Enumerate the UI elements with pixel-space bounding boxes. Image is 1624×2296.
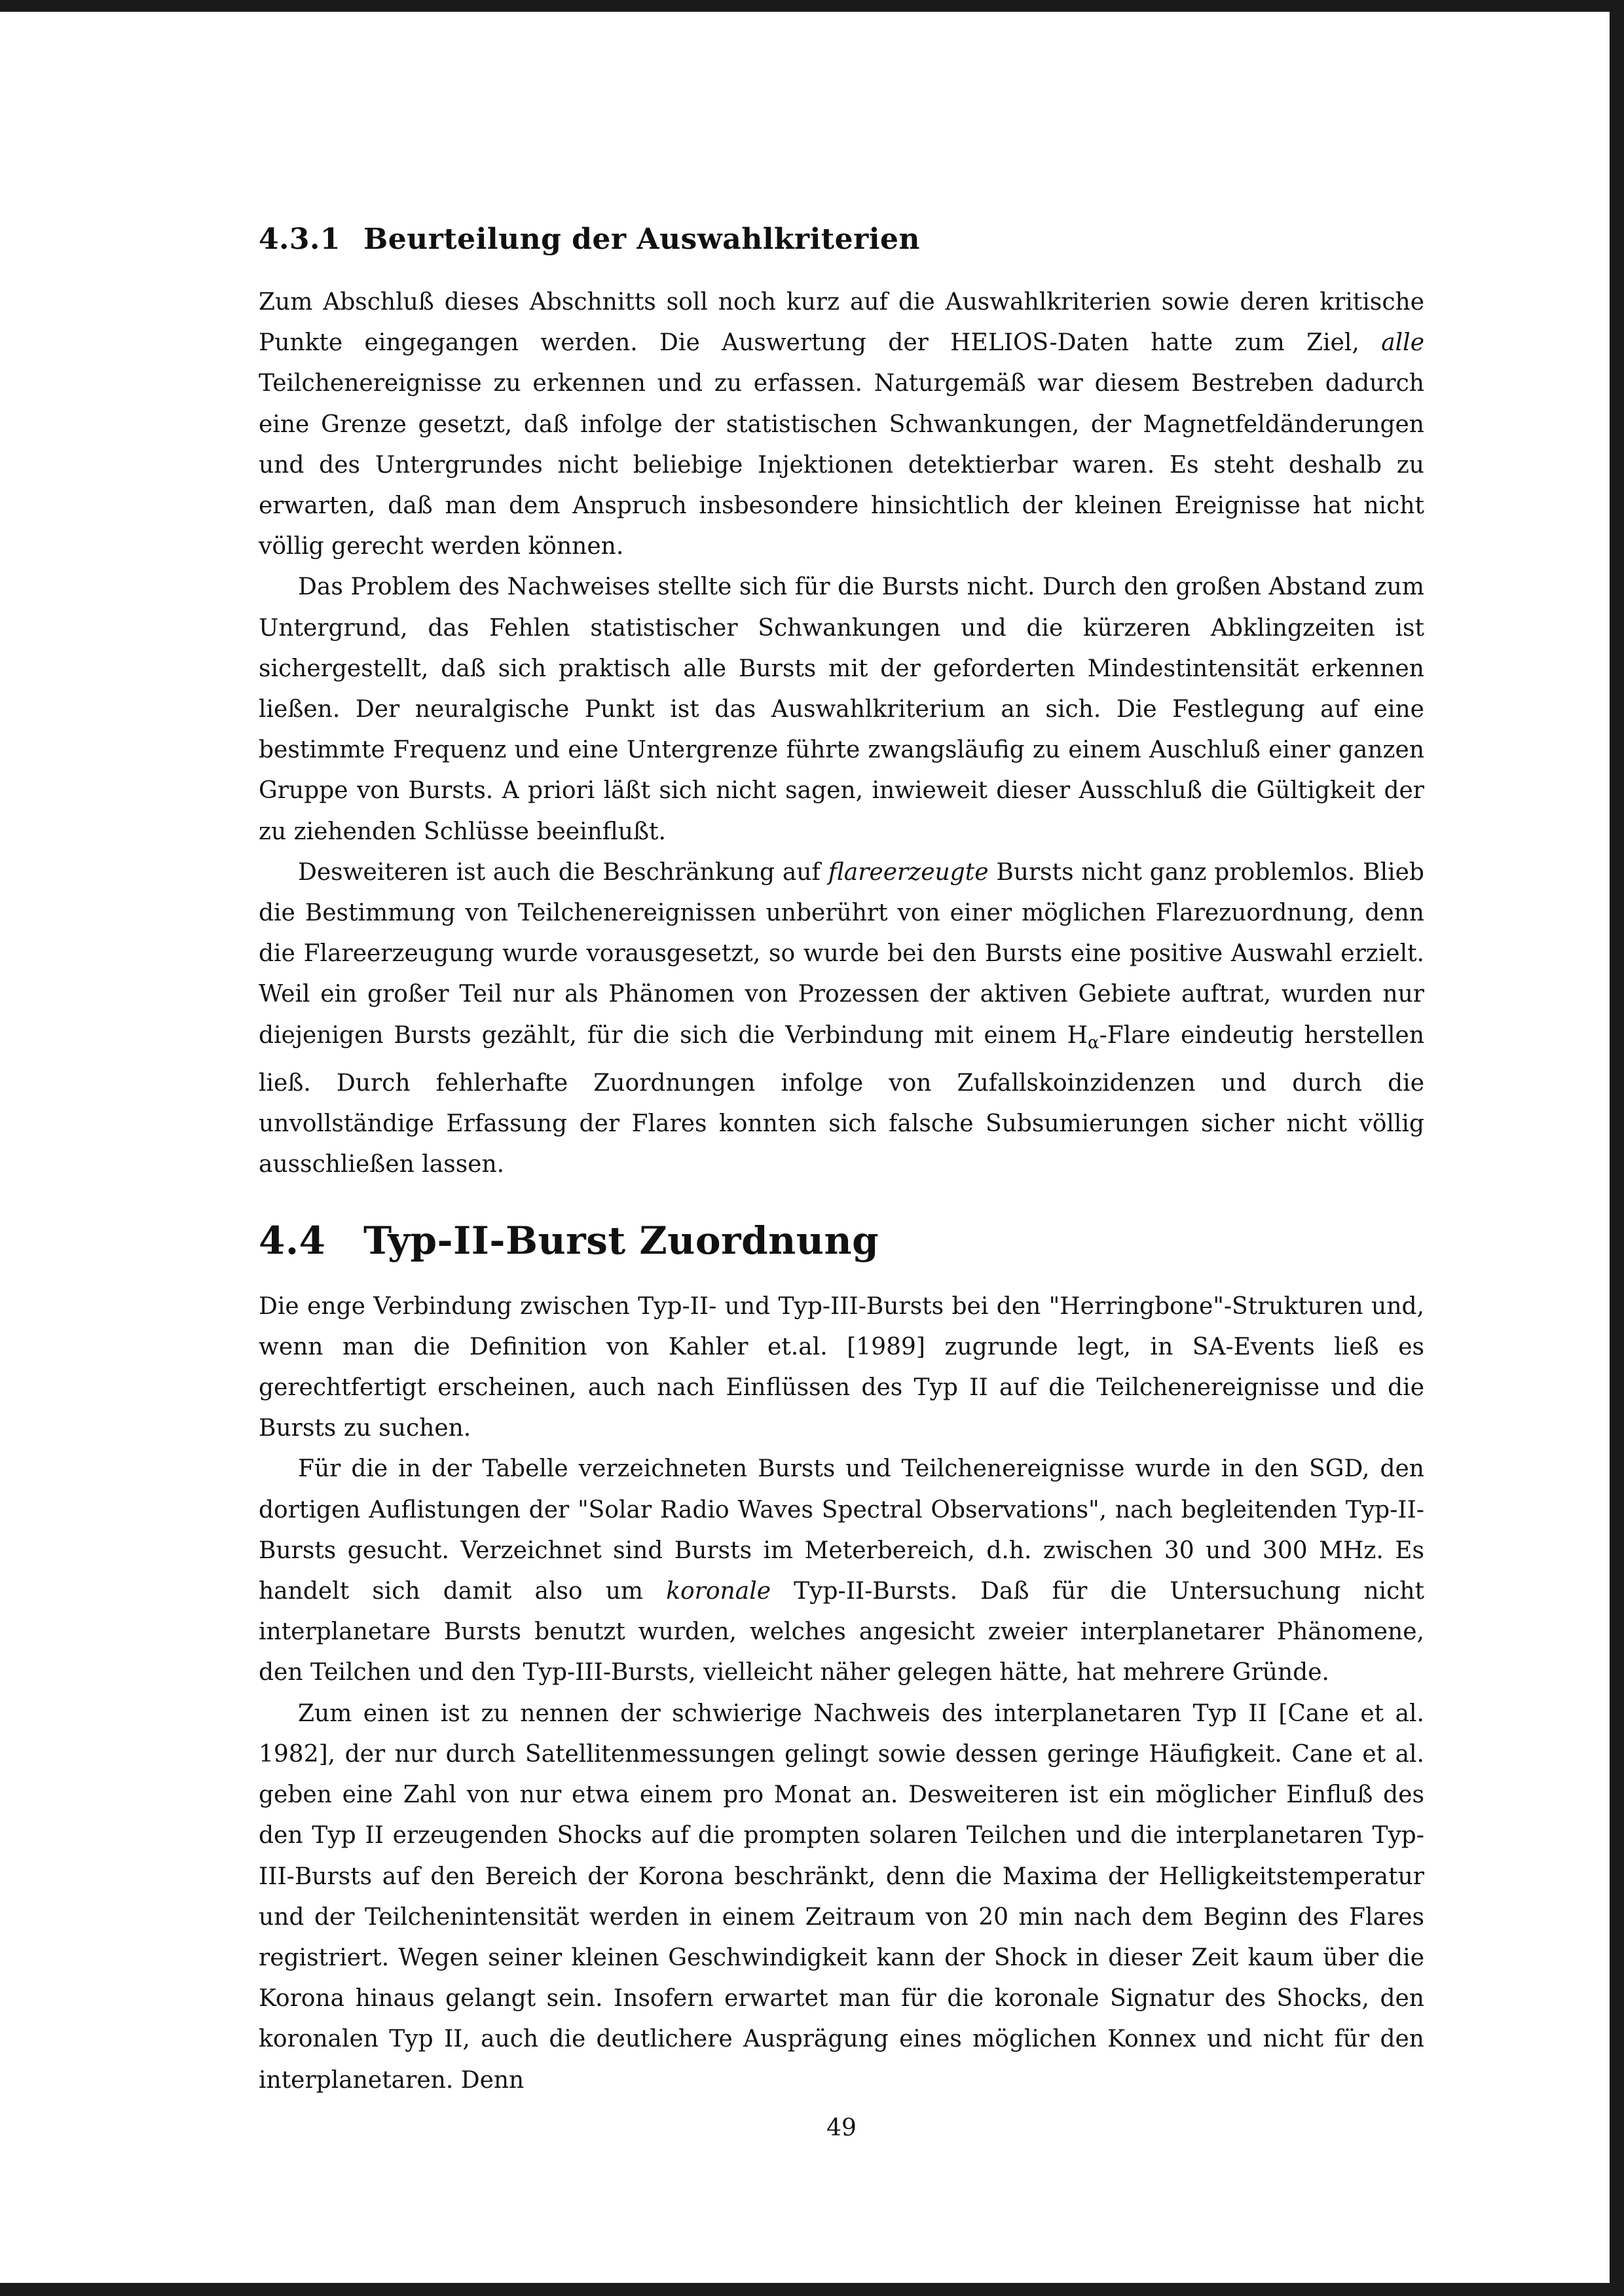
paragraph-3-text-a: Desweiteren ist auch die Beschränkung auf	[298, 858, 828, 886]
paragraph-1	[259, 282, 1424, 567]
paragraph-5	[259, 1449, 1424, 1693]
paragraph-4: Die enge Verbindung zwischen Typ-II- und Typ-III-Bursts bei den "Herringbone"-Strukturen und, wenn man die Definition von Kahler et.al. [1989] zugrunde legt, in SA-Events ließ es gerechtfertigt erscheinen, auch nach Einflüssen des Typ II auf die Teilchenereignisse und die Bursts zu suchen.	[259, 1292, 1424, 1442]
paragraph-5-emphasis: koronale	[666, 1578, 771, 1605]
paragraph-3-text-c: -Flare eindeutig herstellen ließ. Durch fehlerhafte Zuordnungen infolge von Zufallskoinzidenzen und durch die unvollständige Erfassung der Flares konnten sich falsche Subsumierungen sicher nicht völlig ausschließen lassen.	[259, 1021, 1425, 1178]
paragraph-1-emphasis: alle	[1381, 329, 1424, 357]
paragraph-1-text-a: Zum Abschluß dieses Abschnitts soll noch kurz auf die Auswahlkriterien sowie deren kritische Punkte eingegangen werden. Die Auswertung der HELIOS-Daten hatte zum Ziel,	[259, 289, 1424, 357]
paragraph-5-text-b: Typ-II-Bursts. Daß für die Untersuchung nicht interplanetare Bursts benutzt wurden, welches angesicht zweier interplanetarer Phänomene, den Teilchen und den Typ-III-Bursts, vielleicht näher gelegen hätte, hat mehrere Gründe.	[259, 1578, 1424, 1686]
section-title: Typ-II-Burst Zuordnung	[363, 1218, 879, 1263]
paragraph-3-text-b: Bursts nicht ganz problemlos. Blieb die Bestimmung von Teilchenereignissen unberührt von einer möglichen Flarezuordnung, denn die Flareerzeugung wurde vorausgesetzt, so wurde bei den Bursts eine positive Auswahl erzielt. Weil ein großer Teil nur als Phänomen von Prozessen der aktiven Gebiete auftrat, wurden nur diejenigen Bursts gezählt, für die sich die Verbindung mit einem H	[259, 858, 1424, 1049]
page-number: 49	[826, 2115, 857, 2141]
paragraph-3-emphasis: flareerzeugte	[828, 858, 989, 886]
subsection-heading	[259, 223, 1424, 256]
paragraph-3	[259, 852, 1424, 1186]
subsection-number: 4.3.1	[259, 223, 341, 256]
scan-border-right	[1610, 0, 1624, 2296]
scan-border-bottom	[0, 2283, 1624, 2296]
paragraph-5-text-a: Für die in der Tabelle verzeichneten Bursts und Teilchenereignisse wurde in den SGD, den dortigen Auflistungen der "Solar Radio Waves Spectral Observations", nach begleitenden Typ-II-Bursts gesucht. Verzeichnet sind Bursts im Meterbereich, d.h. zwischen 30 und 300 MHz. Es handelt sich damit also um	[259, 1455, 1424, 1605]
section-number: 4.4	[259, 1218, 326, 1263]
paragraph-6: Zum einen ist zu nennen der schwierige Nachweis des interplanetaren Typ II [Cane et al. 1982], der nur durch Satellitenmessungen gelingt sowie dessen geringe Häufigkeit. Cane et al. geben eine Zahl von nur etwa einem pro Monat an. Desweiteren ist ein möglicher Einfluß des den Typ II erzeugenden Shocks auf die prompten solaren Teilchen und die interplanetaren Typ-III-Bursts auf den Bereich der Korona beschränkt, denn die Maxima der Helligkeitstemperatur und der Teilchenintensität werden in einem Zeitraum von 20 min nach dem Beginn des Flares registriert. Wegen seiner kleinen Geschwindigkeit kann der Shock in dieser Zeit kaum über die Korona hinaus gelangt sein. Insofern erwartet man für die koronale Signatur des Shocks, den koronalen Typ II, auch die deutlichere Ausprägung eines möglichen Konnex und nicht für den interplanetaren. Denn	[259, 1700, 1424, 2094]
section-heading	[259, 1218, 1424, 1263]
page-content	[259, 223, 1424, 2101]
subsection-title: Beurteilung der Auswahlkriterien	[363, 223, 921, 256]
h-alpha-subscript: α	[1088, 1032, 1099, 1053]
scan-border-top	[0, 0, 1624, 12]
paragraph-1-text-b: Teilchenereignisse zu erkennen und zu erfassen. Naturgemäß war diesem Bestreben dadurch eine Grenze gesetzt, daß infolge der statistischen Schwankungen, der Magnetfeldänderungen und des Untergrundes nicht beliebige Injektionen detektierbar waren. Es steht deshalb zu erwarten, daß man dem Anspruch insbesondere hinsichtlich der kleinen Ereignisse hat nicht völlig gerecht werden können.	[259, 370, 1424, 560]
paragraph-2: Das Problem des Nachweises stellte sich für die Bursts nicht. Durch den großen Abstand zum Untergrund, das Fehlen statistischer Schwankungen und die kürzeren Abklingzeiten ist sichergestellt, daß sich praktisch alle Bursts mit der geforderten Mindestintensität erkennen ließen. Der neuralgische Punkt ist das Auswahlkriterium an sich. Die Festlegung auf eine bestimmte Frequenz und eine Untergrenze führte zwangsläufig zu einem Auschluß einer ganzen Gruppe von Bursts. A priori läßt sich nicht sagen, inwieweit dieser Ausschluß die Gültigkeit der zu ziehenden Schlüsse beeinflußt.	[259, 574, 1424, 845]
